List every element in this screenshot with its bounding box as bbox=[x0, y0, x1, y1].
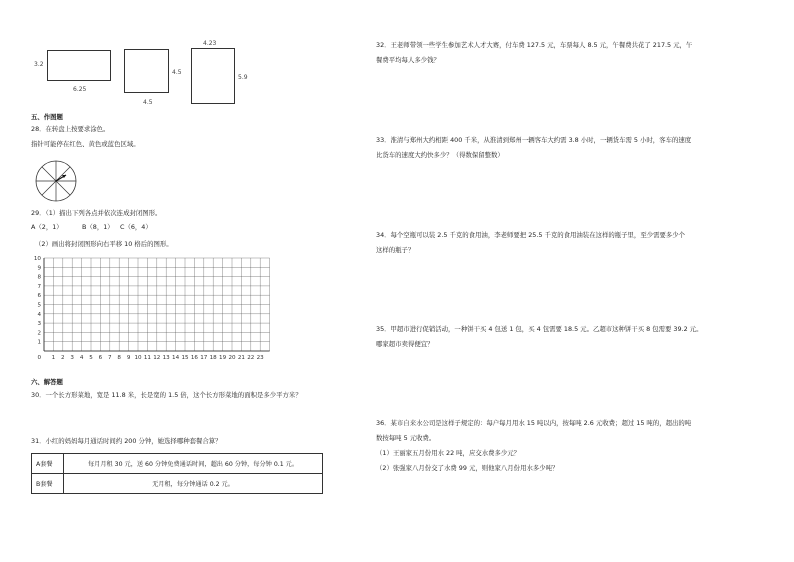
question-35-line-2: 哪家超市卖得便宜？ bbox=[376, 340, 434, 348]
x-tick-label: 5 bbox=[89, 355, 93, 361]
y-tick-label: 1 bbox=[37, 339, 41, 346]
rect3-top-label: 4.23 bbox=[203, 40, 217, 47]
x-tick-label: 8 bbox=[117, 355, 121, 361]
x-tick-label: 18 bbox=[209, 355, 217, 361]
x-tick-label: 4 bbox=[79, 355, 84, 361]
question-36-line-2: 数按每吨 5 元收费。 bbox=[376, 434, 436, 442]
question-29-part-2: （2）画出将封闭图形向右平移 10 格后的图形。 bbox=[35, 240, 173, 248]
question-28-sub: 指针可能停在红色、黄色或蓝色区域。 bbox=[31, 140, 140, 148]
plan-b-desc: 无月租，每分钟通话 0.2 元。 bbox=[64, 474, 323, 494]
coordinate-grid bbox=[30, 254, 280, 368]
question-31: 31．小红的妈妈每月通话时间约 200 分钟，她选择哪种套餐合算？ bbox=[31, 437, 222, 445]
x-tick-label: 10 bbox=[134, 355, 142, 361]
x-tick-label: 3 bbox=[70, 355, 74, 361]
rect1-side-label: 3.2 bbox=[34, 61, 44, 68]
point-c: C（6，4） bbox=[120, 223, 152, 231]
point-b: B（8，1） bbox=[82, 223, 114, 231]
x-tick-label: 15 bbox=[181, 355, 189, 361]
x-tick-label: 19 bbox=[219, 355, 227, 361]
y-tick-label: 3 bbox=[37, 321, 41, 328]
x-tick-label: 9 bbox=[126, 355, 131, 361]
question-33-line-2: 比货车的速度大约快多少？（得数保留整数） bbox=[376, 151, 504, 159]
question-34-line-2: 这样的瓶子？ bbox=[376, 246, 415, 254]
rect3-side-label: 5.9 bbox=[238, 74, 248, 81]
rect1-bottom-label: 6.25 bbox=[73, 86, 87, 93]
y-tick-label: 6 bbox=[37, 293, 41, 300]
question-32-line-1: 32．王老师带领一些学生参加艺术人才大赛，付车费 127.5 元，车票每人 8.5 元，午餐费共花了 217.5 元，午 bbox=[376, 41, 693, 49]
y-tick-label: 8 bbox=[37, 274, 41, 281]
question-35-line-1: 35．甲超市进行促销活动，一种饼干买 4 包送 1 包，买 4 包需要 18.5 元。乙超市这种饼干买 8 包需要 39.2 元。 bbox=[376, 325, 703, 333]
x-tick-label: 1 bbox=[51, 355, 56, 361]
question-36-part-1: （1）王丽家五月份用水 22 吨，应交水费多少元？ bbox=[376, 449, 521, 457]
question-36-part-2: （2）张强家八月份交了水费 99 元，则他家八月份用水多少吨？ bbox=[376, 464, 559, 472]
y-tick-label: 10 bbox=[33, 256, 41, 262]
plan-b-name: B套餐 bbox=[32, 474, 64, 494]
rect2-side-label: 4.5 bbox=[172, 69, 182, 76]
x-tick-label: 16 bbox=[190, 355, 198, 361]
x-tick-label: 11 bbox=[143, 355, 151, 361]
x-tick-label: 12 bbox=[153, 355, 161, 361]
x-tick-label: 2 bbox=[61, 355, 65, 361]
y-tick-label: 7 bbox=[37, 283, 41, 290]
plan-a-desc: 每月月租 30 元，送 60 分钟免费通话时间，超出 60 分钟，每分钟 0.1 元。 bbox=[64, 454, 323, 474]
x-tick-label: 7 bbox=[108, 355, 112, 361]
spinner-wheel bbox=[34, 159, 78, 203]
question-30: 30．一个长方形菜地，宽是 11.8 米，长是宽的 1.5 倍，这个长方形菜地的面积是多少平方米？ bbox=[31, 391, 302, 399]
rect2-bottom-label: 4.5 bbox=[143, 99, 153, 106]
question-33-line-1: 33．淮清与郑州大约相距 400 千米，从淮清到郑州一辆客车大约需 3.8 小时，一辆货车需 5 小时，客车的速度 bbox=[376, 136, 692, 144]
section-5-heading: 五、作图题 bbox=[31, 113, 63, 121]
x-tick-label: 6 bbox=[98, 355, 103, 361]
table-row bbox=[32, 454, 323, 474]
question-28: 28．在转盘上按要求涂色。 bbox=[31, 125, 110, 133]
x-tick-label: 20 bbox=[228, 355, 236, 361]
point-a: A（2，1） bbox=[31, 223, 63, 231]
question-36-line-1: 36．某市自来水公司是这样子规定的：每户每月用水 15 吨以内，按每吨 2.6 元收费；超过 15 吨的，超出的吨 bbox=[376, 419, 692, 427]
plan-a-name: A套餐 bbox=[32, 454, 64, 474]
plan-table bbox=[31, 453, 323, 494]
x-tick-label: 23 bbox=[256, 355, 264, 361]
x-tick-label: 22 bbox=[247, 355, 255, 361]
y-tick-label: 4 bbox=[37, 311, 41, 318]
question-32-line-2: 餐费平均每人多少钱？ bbox=[376, 56, 440, 64]
x-tick-label: 21 bbox=[237, 355, 245, 361]
question-29-part-1: 29．（1）描出下列各点并依次连成封闭图形。 bbox=[31, 209, 162, 217]
y-tick-label: 0 bbox=[37, 355, 41, 361]
y-tick-label: 2 bbox=[37, 330, 41, 337]
table-row bbox=[32, 474, 323, 494]
y-tick-label: 9 bbox=[37, 265, 41, 272]
section-6-heading: 六、解答题 bbox=[31, 378, 63, 386]
x-tick-label: 17 bbox=[200, 355, 208, 361]
x-tick-label: 14 bbox=[172, 355, 180, 361]
question-34-line-1: 34．每个空瓶可以装 2.5 千克的食用油，李老师要把 25.5 千克的食用油装在这样的瓶子里，至少需要多少个 bbox=[376, 231, 686, 239]
y-tick-label: 5 bbox=[37, 302, 41, 309]
x-tick-label: 13 bbox=[162, 355, 170, 361]
